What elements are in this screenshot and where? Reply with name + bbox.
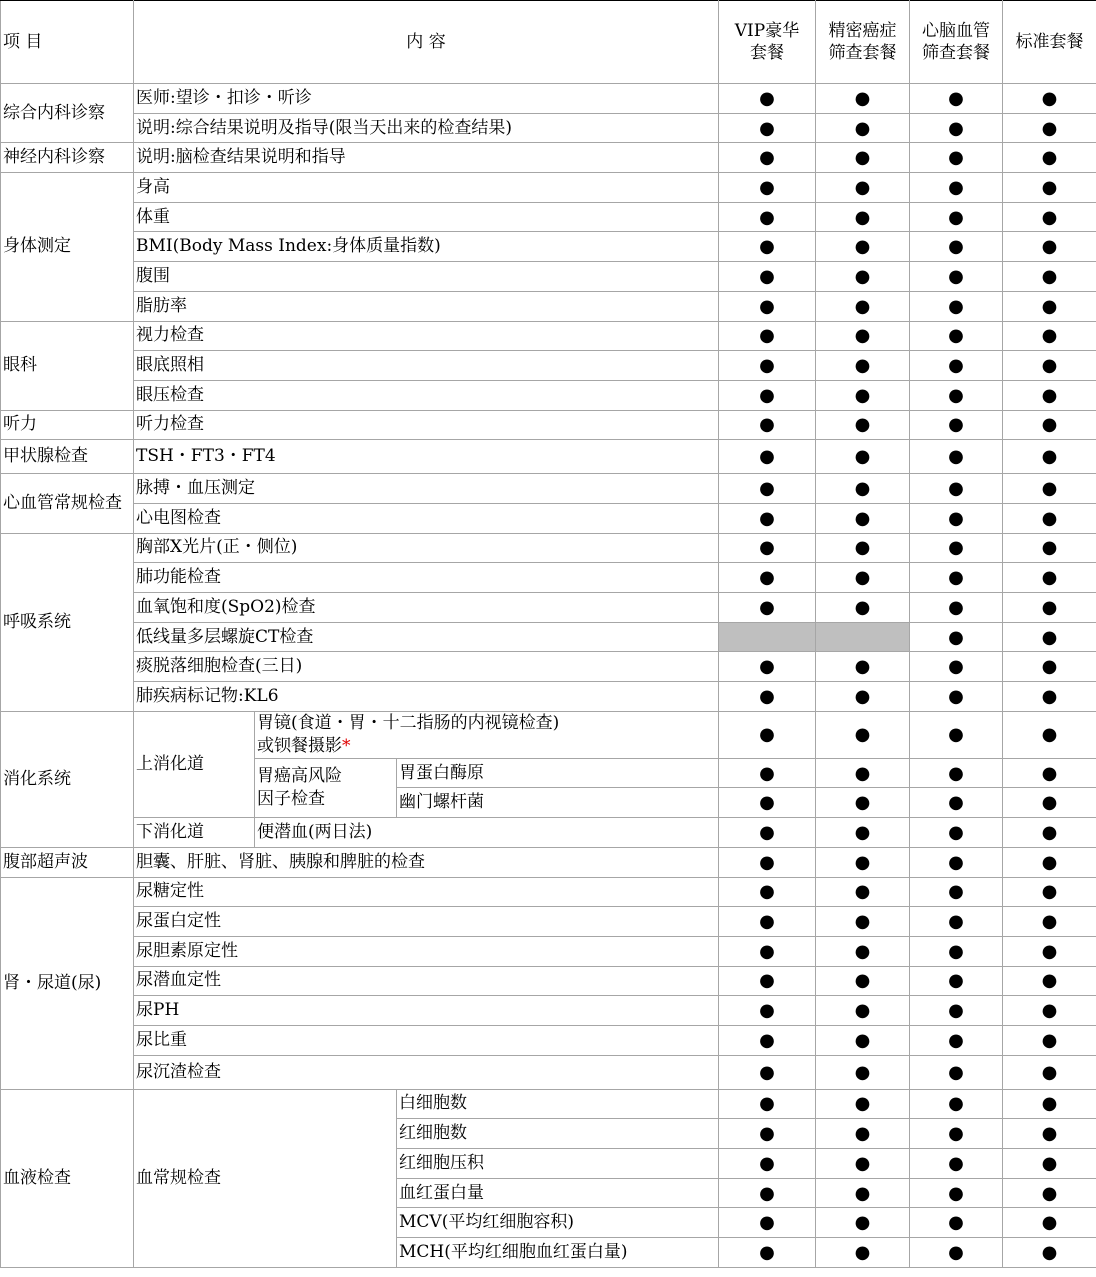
- dot-mark: ●: [719, 474, 816, 504]
- dot-mark: ●: [1003, 533, 1096, 563]
- header-standard-package: 标准套餐: [1003, 1, 1096, 84]
- category-cell: 呼吸系统: [1, 533, 134, 711]
- table-row: [1, 1089, 1096, 1119]
- table-row: [1, 847, 1096, 877]
- dot-mark: ●: [719, 907, 816, 937]
- dot-mark: ●: [816, 847, 910, 877]
- content-cell: 白细胞数: [397, 1089, 719, 1119]
- dot-mark: ●: [910, 652, 1003, 682]
- dot-mark: ●: [1003, 682, 1096, 712]
- dot-mark: ●: [816, 1149, 910, 1179]
- dot-mark: ●: [1003, 652, 1096, 682]
- category-cell: 肾・尿道(尿): [1, 877, 134, 1089]
- content-cell: 脂肪率: [134, 291, 719, 321]
- dot-mark: ●: [910, 1025, 1003, 1055]
- dot-mark: ●: [816, 232, 910, 262]
- content-cell: 心电图检查: [134, 503, 719, 533]
- dot-mark: ●: [816, 1055, 910, 1089]
- content-cell: 痰脱落细胞检查(三日): [134, 652, 719, 682]
- dot-mark: ●: [1003, 262, 1096, 292]
- dot-mark: ●: [816, 936, 910, 966]
- dot-mark: ●: [1003, 1025, 1096, 1055]
- content-cell: 眼压检查: [134, 380, 719, 410]
- table-row: [1, 143, 1096, 173]
- dot-mark: ●: [816, 351, 910, 381]
- dot-mark: ●: [719, 232, 816, 262]
- table-row: [1, 936, 1096, 966]
- dot-mark: ●: [910, 907, 1003, 937]
- content-cell: 肺功能检查: [134, 563, 719, 593]
- table-row: [1, 1055, 1096, 1089]
- table-row: [1, 410, 1096, 440]
- dot-mark: ●: [816, 1089, 910, 1119]
- content-cell: 说明:综合结果说明及指导(限当天出来的检查结果): [134, 113, 719, 143]
- dot-mark: ●: [910, 474, 1003, 504]
- table-row: [1, 232, 1096, 262]
- dot-mark: ●: [910, 682, 1003, 712]
- dot-mark: ●: [910, 936, 1003, 966]
- table-row: [1, 202, 1096, 232]
- table-row: [1, 877, 1096, 907]
- dot-mark: ●: [816, 563, 910, 593]
- content-cell: 尿蛋白定性: [134, 907, 719, 937]
- dot-mark: ●: [719, 380, 816, 410]
- dot-mark: ●: [910, 758, 1003, 788]
- dot-mark: ●: [816, 1208, 910, 1238]
- dot-mark: ●: [719, 1025, 816, 1055]
- category-cell: 甲状腺检查: [1, 440, 134, 474]
- dot-mark: ●: [910, 1238, 1003, 1268]
- dot-mark: ●: [910, 1089, 1003, 1119]
- dot-mark: ●: [816, 262, 910, 292]
- dot-mark: ●: [719, 351, 816, 381]
- dot-mark: ●: [816, 593, 910, 623]
- dot-mark: ●: [719, 682, 816, 712]
- table-row: [1, 503, 1096, 533]
- table-row: [1, 563, 1096, 593]
- content-cell: 说明:脑检查结果说明和指导: [134, 143, 719, 173]
- subcategory-cell: 血常规检查: [134, 1089, 397, 1267]
- dot-mark: ●: [816, 788, 910, 818]
- table-row: [1, 291, 1096, 321]
- dot-mark: ●: [1003, 84, 1096, 114]
- dot-mark: ●: [816, 652, 910, 682]
- dot-mark: ●: [1003, 143, 1096, 173]
- category-cell: 腹部超声波: [1, 847, 134, 877]
- dot-mark: ●: [910, 877, 1003, 907]
- dot-mark: ●: [719, 410, 816, 440]
- content-cell: TSH・FT3・FT4: [134, 440, 719, 474]
- dot-mark: ●: [816, 503, 910, 533]
- dot-mark: ●: [719, 173, 816, 203]
- dot-mark: ●: [910, 321, 1003, 351]
- dot-mark: ●: [816, 533, 910, 563]
- dot-mark: ●: [910, 788, 1003, 818]
- content-cell: 幽门螺杆菌: [397, 788, 719, 818]
- dot-mark: ●: [1003, 996, 1096, 1026]
- dot-mark: ●: [719, 1238, 816, 1268]
- dot-mark: ●: [719, 262, 816, 292]
- dot-mark: ●: [1003, 711, 1096, 758]
- dot-mark: ●: [1003, 1208, 1096, 1238]
- dot-mark: ●: [1003, 818, 1096, 848]
- table-row: [1, 262, 1096, 292]
- table-row: [1, 1025, 1096, 1055]
- dot-mark: ●: [719, 563, 816, 593]
- table-row: [1, 533, 1096, 563]
- category-cell: 心血管常规检查: [1, 474, 134, 533]
- dot-mark: ●: [910, 1119, 1003, 1149]
- table-row: [1, 711, 1096, 758]
- table-header-row: [1, 1, 1096, 84]
- dot-mark: ●: [1003, 440, 1096, 474]
- subcategory-cell: 上消化道: [134, 711, 255, 817]
- dot-mark: ●: [910, 351, 1003, 381]
- dot-mark: ●: [910, 622, 1003, 652]
- dot-mark: ●: [910, 966, 1003, 996]
- dot-mark: ●: [719, 503, 816, 533]
- content-cell: 血氧饱和度(SpO2)检查: [134, 593, 719, 623]
- content-cell: 医师:望诊・扣诊・听诊: [134, 84, 719, 114]
- dot-mark: ●: [719, 788, 816, 818]
- category-cell: 神经内科诊察: [1, 143, 134, 173]
- category-cell: 听力: [1, 410, 134, 440]
- dot-mark: ●: [719, 143, 816, 173]
- dot-mark: ●: [816, 907, 910, 937]
- dot-mark: ●: [1003, 907, 1096, 937]
- dot-mark: ●: [910, 563, 1003, 593]
- dot-mark: ●: [719, 652, 816, 682]
- category-cell: 眼科: [1, 321, 134, 410]
- dot-mark: ●: [910, 84, 1003, 114]
- dot-mark: ●: [1003, 936, 1096, 966]
- table-row: [1, 652, 1096, 682]
- category-cell: 血液检查: [1, 1089, 134, 1267]
- dot-mark: ●: [1003, 1119, 1096, 1149]
- dot-mark: ●: [719, 1119, 816, 1149]
- dot-mark: ●: [816, 711, 910, 758]
- content-cell: 脉搏・血压测定: [134, 474, 719, 504]
- dot-mark: ●: [816, 474, 910, 504]
- dot-mark: ●: [1003, 966, 1096, 996]
- dot-mark: ●: [719, 202, 816, 232]
- subcategory-cell: 下消化道: [134, 818, 255, 848]
- dot-mark: ●: [719, 1149, 816, 1179]
- header-content: 内 容: [134, 1, 719, 84]
- header-cancer-package: 精密癌症 筛查套餐: [816, 1, 910, 84]
- content-cell: 尿糖定性: [134, 877, 719, 907]
- dot-mark: ●: [719, 113, 816, 143]
- dot-mark: ●: [910, 711, 1003, 758]
- header-item: 项 目: [1, 1, 134, 84]
- content-cell: 听力检查: [134, 410, 719, 440]
- dot-mark: ●: [910, 173, 1003, 203]
- content-cell: 肺疾病标记物:KL6: [134, 682, 719, 712]
- table-row: [1, 818, 1096, 848]
- table-row: [1, 380, 1096, 410]
- dot-mark: ●: [1003, 563, 1096, 593]
- dot-mark: ●: [910, 440, 1003, 474]
- dot-mark: ●: [719, 877, 816, 907]
- not-included-cell: [816, 622, 910, 652]
- content-cell: 眼底照相: [134, 351, 719, 381]
- category-cell: 综合内科诊察: [1, 84, 134, 143]
- dot-mark: ●: [1003, 758, 1096, 788]
- content-cell: 尿PH: [134, 996, 719, 1026]
- dot-mark: ●: [816, 202, 910, 232]
- content-cell: 体重: [134, 202, 719, 232]
- dot-mark: ●: [1003, 232, 1096, 262]
- dot-mark: ●: [1003, 321, 1096, 351]
- dot-mark: ●: [1003, 877, 1096, 907]
- dot-mark: ●: [719, 593, 816, 623]
- content-cell: MCH(平均红细胞血红蛋白量): [397, 1238, 719, 1268]
- content-cell: 尿沉渣检查: [134, 1055, 719, 1089]
- dot-mark: ●: [816, 410, 910, 440]
- dot-mark: ●: [719, 1178, 816, 1208]
- dot-mark: ●: [1003, 202, 1096, 232]
- table-row: [1, 622, 1096, 652]
- dot-mark: ●: [910, 202, 1003, 232]
- dot-mark: ●: [910, 262, 1003, 292]
- table-row: [1, 440, 1096, 474]
- table-row: [1, 682, 1096, 712]
- content-cell: 尿胆素原定性: [134, 936, 719, 966]
- dot-mark: ●: [910, 1208, 1003, 1238]
- dot-mark: ●: [910, 533, 1003, 563]
- category-cell: 身体测定: [1, 173, 134, 321]
- content-cell: 便潜血(两日法): [255, 818, 719, 848]
- content-cell: MCV(平均红细胞容积): [397, 1208, 719, 1238]
- dot-mark: ●: [910, 143, 1003, 173]
- dot-mark: ●: [1003, 622, 1096, 652]
- dot-mark: ●: [816, 1119, 910, 1149]
- table-row: [1, 474, 1096, 504]
- subcategory-cell: 胃癌高风险 因子检查: [255, 758, 397, 817]
- dot-mark: ●: [1003, 1149, 1096, 1179]
- dot-mark: ●: [910, 380, 1003, 410]
- dot-mark: ●: [910, 1178, 1003, 1208]
- dot-mark: ●: [910, 1055, 1003, 1089]
- table-row: [1, 84, 1096, 114]
- dot-mark: ●: [816, 321, 910, 351]
- not-included-cell: [719, 622, 816, 652]
- dot-mark: ●: [1003, 410, 1096, 440]
- dot-mark: ●: [910, 818, 1003, 848]
- table-row: [1, 113, 1096, 143]
- dot-mark: ●: [719, 291, 816, 321]
- category-cell: 消化系统: [1, 711, 134, 847]
- dot-mark: ●: [816, 1025, 910, 1055]
- dot-mark: ●: [1003, 503, 1096, 533]
- dot-mark: ●: [1003, 173, 1096, 203]
- dot-mark: ●: [910, 503, 1003, 533]
- dot-mark: ●: [719, 847, 816, 877]
- asterisk-note: *: [342, 735, 351, 756]
- dot-mark: ●: [910, 291, 1003, 321]
- content-cell: 低线量多层螺旋CT检查: [134, 622, 719, 652]
- dot-mark: ●: [1003, 380, 1096, 410]
- dot-mark: ●: [1003, 1238, 1096, 1268]
- dot-mark: ●: [816, 1178, 910, 1208]
- dot-mark: ●: [719, 1089, 816, 1119]
- dot-mark: ●: [816, 682, 910, 712]
- dot-mark: ●: [719, 321, 816, 351]
- dot-mark: ●: [816, 113, 910, 143]
- dot-mark: ●: [816, 758, 910, 788]
- dot-mark: ●: [719, 440, 816, 474]
- content-cell: 血红蛋白量: [397, 1178, 719, 1208]
- table-row: [1, 593, 1096, 623]
- content-cell: 胆囊、肝脏、肾脏、胰腺和脾脏的检查: [134, 847, 719, 877]
- dot-mark: ●: [910, 593, 1003, 623]
- dot-mark: ●: [1003, 788, 1096, 818]
- dot-mark: ●: [719, 966, 816, 996]
- dot-mark: ●: [1003, 113, 1096, 143]
- dot-mark: ●: [910, 1149, 1003, 1179]
- table-row: [1, 351, 1096, 381]
- dot-mark: ●: [1003, 1055, 1096, 1089]
- dot-mark: ●: [719, 996, 816, 1026]
- content-cell: 胸部X光片(正・侧位): [134, 533, 719, 563]
- dot-mark: ●: [816, 818, 910, 848]
- dot-mark: ●: [910, 232, 1003, 262]
- content-cell: 尿比重: [134, 1025, 719, 1055]
- content-cell: 视力检查: [134, 321, 719, 351]
- dot-mark: ●: [816, 84, 910, 114]
- content-cell: 红细胞压积: [397, 1149, 719, 1179]
- header-vip-package: VIP豪华 套餐: [719, 1, 816, 84]
- dot-mark: ●: [719, 1055, 816, 1089]
- dot-mark: ●: [1003, 1178, 1096, 1208]
- content-cell: 身高: [134, 173, 719, 203]
- dot-mark: ●: [1003, 351, 1096, 381]
- dot-mark: ●: [1003, 474, 1096, 504]
- dot-mark: ●: [1003, 593, 1096, 623]
- dot-mark: ●: [816, 440, 910, 474]
- content-cell: BMI(Body Mass Index:身体质量指数): [134, 232, 719, 262]
- dot-mark: ●: [816, 291, 910, 321]
- table-row: [1, 966, 1096, 996]
- dot-mark: ●: [719, 758, 816, 788]
- table-row: [1, 907, 1096, 937]
- content-cell: 胃镜(食道・胃・十二指肠的内视镜检查) 或钡餐摄影*: [255, 711, 719, 758]
- dot-mark: ●: [719, 84, 816, 114]
- header-cardio-package: 心脑血管 筛查套餐: [910, 1, 1003, 84]
- dot-mark: ●: [719, 533, 816, 563]
- dot-mark: ●: [719, 711, 816, 758]
- content-cell: 腹围: [134, 262, 719, 292]
- dot-mark: ●: [816, 1238, 910, 1268]
- content-cell: 胃蛋白酶原: [397, 758, 719, 788]
- dot-mark: ●: [910, 410, 1003, 440]
- dot-mark: ●: [816, 380, 910, 410]
- dot-mark: ●: [719, 1208, 816, 1238]
- dot-mark: ●: [910, 847, 1003, 877]
- dot-mark: ●: [1003, 847, 1096, 877]
- table-row: [1, 173, 1096, 203]
- dot-mark: ●: [1003, 291, 1096, 321]
- dot-mark: ●: [816, 143, 910, 173]
- dot-mark: ●: [719, 818, 816, 848]
- dot-mark: ●: [1003, 1089, 1096, 1119]
- table-row: [1, 321, 1096, 351]
- dot-mark: ●: [910, 996, 1003, 1026]
- dot-mark: ●: [816, 173, 910, 203]
- content-cell: 红细胞数: [397, 1119, 719, 1149]
- content-cell: 尿潜血定性: [134, 966, 719, 996]
- dot-mark: ●: [816, 877, 910, 907]
- dot-mark: ●: [816, 996, 910, 1026]
- dot-mark: ●: [719, 936, 816, 966]
- table-row: [1, 996, 1096, 1026]
- dot-mark: ●: [816, 966, 910, 996]
- dot-mark: ●: [910, 113, 1003, 143]
